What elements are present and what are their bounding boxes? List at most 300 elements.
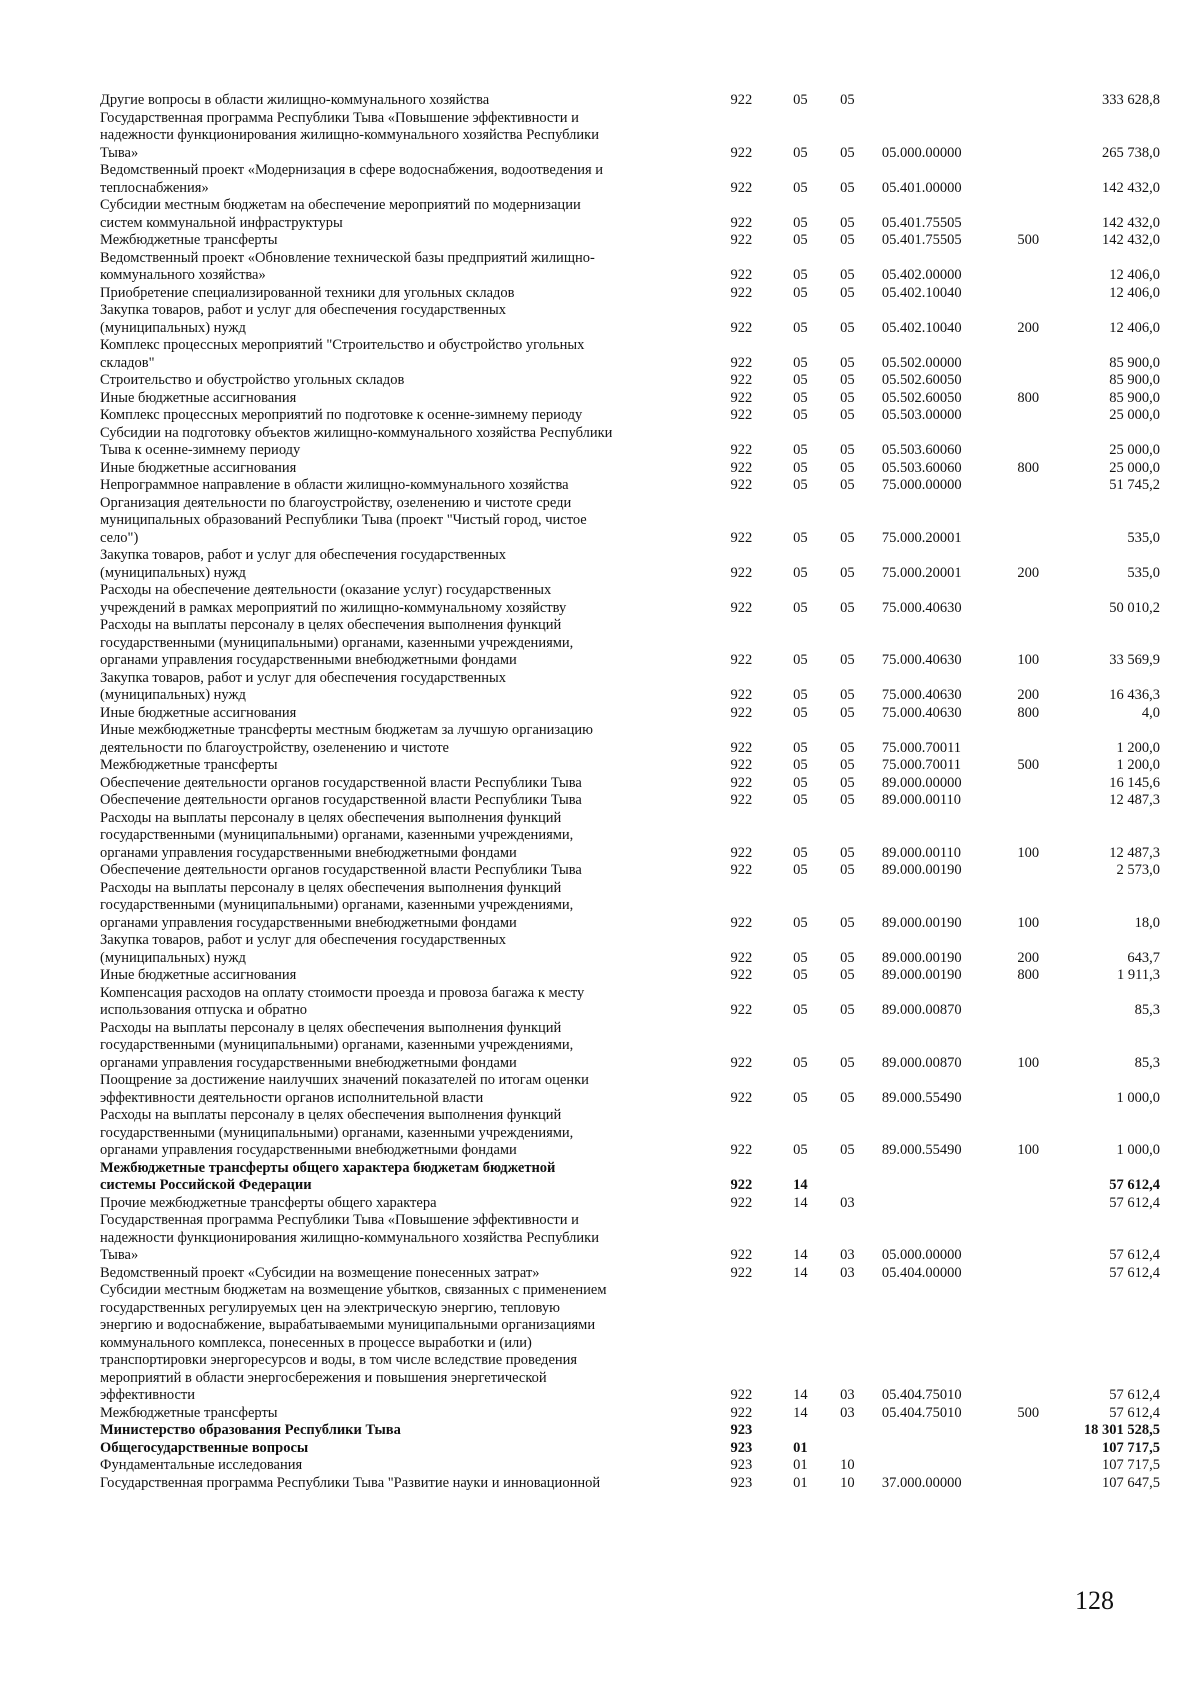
subsection-code: 05 [840,407,855,423]
admin-code: 922 [730,267,753,283]
row-name: Организация деятельности по благоустройству, озеленению и чистоте среди муниципальных образований Республики Тыва (проект "Чистый город, чистое село") [100,494,587,546]
amount: 12 406,0 [1109,284,1160,301]
section-code: 14 [793,1194,808,1211]
target-article-code: 05.401.00000 [881,179,962,196]
amount: 333 628,8 [1102,92,1160,108]
subsection-code: 05 [840,564,855,581]
table-row [100,460,1160,478]
row-name: Комплекс процессных мероприятий "Строительство и обустройство угольных складов" [100,337,585,371]
amount: 107 647,5 [1102,1474,1160,1491]
table-row [100,582,1160,617]
table-row [100,390,1160,408]
subsection-code: 05 [840,774,855,791]
amount: 142 432,0 [1102,179,1160,196]
amount: 50 010,2 [1109,599,1160,616]
subsection-code: 05 [840,844,855,861]
target-article-code: 05.503.60060 [881,459,962,476]
row-name: Министерство образования Республики Тыва [100,1422,401,1438]
amount: 33 569,9 [1109,652,1160,668]
amount: 1 000,0 [1116,1142,1160,1158]
row-name: Расходы на выплаты персоналу в целях обеспечения выполнения функций государственными (муниципальными) органами, казенными учреждениями, органами управления государственными внебюджетными фондами [100,879,574,931]
table-row [100,250,1160,285]
section-code: 05 [793,599,808,616]
section-code: 05 [793,687,808,703]
target-article-code: 05.401.75505 [881,214,962,231]
subsection-code: 05 [840,319,855,336]
admin-code: 922 [730,599,753,616]
row-name: Межбюджетные трансферты [100,1404,278,1421]
amount: 535,0 [1127,529,1160,546]
admin-code: 922 [730,914,753,931]
admin-code: 922 [730,144,753,161]
subsection-code: 05 [840,214,855,231]
table-row [100,337,1160,372]
table-row [100,285,1160,303]
amount: 142 432,0 [1102,214,1160,231]
admin-code: 922 [730,442,753,458]
admin-code: 922 [730,232,753,248]
section-code: 05 [793,1142,808,1158]
table-row [100,1212,1160,1265]
target-article-code: 05.000.00000 [881,144,962,161]
section-code: 05 [793,564,808,581]
table-row [100,1422,1160,1440]
row-name: Закупка товаров, работ и услуг для обеспечения государственных (муниципальных) нужд [100,302,507,336]
admin-code: 922 [730,319,753,336]
subsection-code: 05 [840,144,855,161]
row-name: Ведомственный проект «Субсидии на возмещение понесенных затрат» [100,1264,540,1281]
admin-code: 923 [730,1439,753,1456]
amount: 535,0 [1127,564,1160,581]
amount: 25 000,0 [1109,459,1160,476]
expense-type-code: 100 [1017,652,1040,668]
expense-type-code: 100 [1017,1054,1040,1071]
table-row [100,302,1160,337]
section-code: 05 [793,739,808,756]
amount: 1 200,0 [1116,757,1160,773]
target-article-code: 75.000.40630 [881,652,962,668]
amount: 12 406,0 [1109,267,1160,283]
amount: 643,7 [1127,949,1160,966]
section-code: 05 [793,179,808,196]
target-article-code: 75.000.40630 [881,687,962,703]
admin-code: 922 [730,757,753,773]
admin-code: 922 [730,284,753,301]
target-article-code: 05.503.00000 [881,407,962,423]
admin-code: 923 [730,1474,753,1491]
admin-code: 922 [730,354,753,371]
row-name: Ведомственный проект «Обновление технической базы предприятий жилищно- коммунального хозяйства» [100,249,595,283]
admin-code: 922 [730,564,753,581]
target-article-code: 37.000.00000 [881,1474,962,1491]
section-code: 05 [793,844,808,861]
amount: 51 745,2 [1109,477,1160,493]
row-name: Межбюджетные трансферты [100,757,278,773]
admin-code: 922 [730,1177,753,1193]
amount: 107 717,5 [1102,1457,1160,1473]
subsection-code: 05 [840,704,855,721]
admin-code: 922 [730,774,753,791]
section-code: 01 [793,1474,808,1491]
section-code: 05 [793,1002,808,1018]
section-code: 05 [793,529,808,546]
table-row [100,862,1160,880]
table-row [100,1475,1160,1493]
row-name: Государственная программа Республики Тыва «Повышение эффективности и надежности функционирования жилищно-коммунального хозяйства Республики Тыва» [100,1212,599,1263]
subsection-code: 05 [840,372,855,388]
subsection-code: 05 [840,92,855,108]
amount: 85 900,0 [1109,372,1160,388]
amount: 2 573,0 [1116,862,1160,878]
section-code: 14 [793,1247,808,1263]
expense-type-code: 100 [1017,1142,1040,1158]
row-name: Иные бюджетные ассигнования [100,389,297,406]
subsection-code: 05 [840,284,855,301]
amount: 25 000,0 [1109,407,1160,423]
subsection-code: 05 [840,757,855,773]
amount: 57 612,4 [1109,1264,1160,1281]
section-code: 05 [793,459,808,476]
target-article-code: 89.000.00190 [881,967,962,983]
row-name: Субсидии на подготовку объектов жилищно-коммунального хозяйства Республики Тыва к осенне-зимнему периоду [100,424,613,458]
expense-type-code: 500 [1017,1404,1040,1421]
subsection-code: 05 [840,442,855,458]
table-row [100,985,1160,1020]
row-name: Расходы на выплаты персоналу в целях обеспечения выполнения функций государственными (муниципальными) органами, казенными учреждениями, органами управления государственными внебюджетными фондами [100,1019,574,1071]
table-row [100,92,1160,110]
target-article-code: 75.000.40630 [881,704,962,721]
target-article-code: 05.404.00000 [881,1264,962,1281]
section-code: 05 [793,232,808,248]
admin-code: 922 [730,862,753,878]
target-article-code: 05.502.00000 [881,354,962,371]
row-name: Расходы на выплаты персоналу в целях обеспечения выполнения функций государственными (муниципальными) органами, казенными учреждениями, органами управления государственными внебюджетными фондами [100,809,574,861]
table-row [100,1107,1160,1160]
section-code: 05 [793,442,808,458]
row-name: Расходы на выплаты персоналу в целях обеспечения выполнения функций государственными (муниципальными) органами, казенными учреждениями, органами управления государственными внебюджетными фондами [100,1107,574,1158]
table-row [100,407,1160,425]
target-article-code: 75.000.40630 [881,599,962,616]
row-name: Закупка товаров, работ и услуг для обеспечения государственных (муниципальных) нужд [100,669,507,703]
amount: 1 911,3 [1117,967,1160,983]
section-code: 05 [793,144,808,161]
admin-code: 923 [730,1457,753,1473]
row-name: Общегосударственные вопросы [100,1439,309,1456]
amount: 25 000,0 [1109,442,1160,458]
row-name: Ведомственный проект «Модернизация в сфере водоснабжения, водоотведения и теплоснабжения» [100,162,604,196]
expense-type-code: 200 [1017,687,1040,703]
row-name: Иные межбюджетные трансферты местным бюджетам за лучшую организацию деятельности по благоустройству, озеленению и чистоте [100,722,593,756]
admin-code: 922 [730,704,753,721]
section-code: 14 [793,1387,808,1403]
expense-type-code: 800 [1017,704,1040,721]
table-row [100,197,1160,232]
admin-code: 923 [730,1422,753,1438]
subsection-code: 03 [840,1387,855,1403]
section-code: 05 [793,1054,808,1071]
amount: 265 738,0 [1102,144,1160,161]
table-row [100,1282,1160,1405]
section-code: 05 [793,792,808,808]
amount: 12 487,3 [1109,844,1160,861]
subsection-code: 05 [840,967,855,983]
row-name: Государственная программа Республики Тыва «Повышение эффективности и надежности функционирования жилищно-коммунального хозяйства Республики Тыва» [100,109,599,161]
amount: 85 900,0 [1109,354,1160,371]
subsection-code: 10 [840,1457,855,1473]
target-article-code: 89.000.00190 [881,949,962,966]
subsection-code: 05 [840,1142,855,1158]
subsection-code: 05 [840,267,855,283]
subsection-code: 05 [840,949,855,966]
table-row [100,617,1160,670]
section-code: 05 [793,1089,808,1106]
subsection-code: 05 [840,1002,855,1018]
table-row [100,1457,1160,1475]
amount: 18 301 528,5 [1083,1422,1160,1438]
expense-type-code: 200 [1017,564,1040,581]
section-code: 05 [793,389,808,406]
target-article-code: 89.000.00190 [881,862,962,878]
row-name: Расходы на обеспечение деятельности (оказание услуг) государственных учреждений в рамках мероприятий по жилищно-коммунальному хозяйству [100,582,567,616]
row-name: Иные бюджетные ассигнования [100,967,297,983]
subsection-code: 03 [840,1247,855,1263]
table-row [100,1020,1160,1073]
admin-code: 922 [730,477,753,493]
target-article-code: 89.000.55490 [881,1089,962,1106]
section-code: 05 [793,967,808,983]
row-name: Другие вопросы в области жилищно-коммунального хозяйства [100,92,490,108]
admin-code: 922 [730,92,753,108]
admin-code: 922 [730,792,753,808]
row-name: Межбюджетные трансферты общего характера бюджетам бюджетной системы Российской Федерации [100,1159,556,1193]
section-code: 05 [793,862,808,878]
expense-type-code: 100 [1017,844,1040,861]
expense-type-code: 500 [1017,757,1040,773]
row-name: Непрограммное направление в области жилищно-коммунального хозяйства [100,477,569,493]
admin-code: 922 [730,389,753,406]
target-article-code: 05.503.60060 [881,442,962,458]
subsection-code: 03 [840,1264,855,1281]
subsection-code: 05 [840,862,855,878]
table-row [100,1440,1160,1458]
subsection-code: 05 [840,739,855,756]
admin-code: 922 [730,652,753,668]
amount: 57 612,4 [1109,1177,1160,1193]
expense-type-code: 800 [1017,967,1040,983]
target-article-code: 89.000.55490 [881,1142,962,1158]
target-article-code: 05.402.00000 [881,267,962,283]
subsection-code: 05 [840,529,855,546]
table-row [100,162,1160,197]
subsection-code: 10 [840,1474,855,1491]
admin-code: 922 [730,967,753,983]
table-row [100,372,1160,390]
subsection-code: 05 [840,652,855,668]
expense-type-code: 100 [1017,914,1040,931]
target-article-code: 89.000.00110 [881,792,962,808]
section-code: 05 [793,774,808,791]
table-row [100,1405,1160,1423]
subsection-code: 05 [840,179,855,196]
target-article-code: 05.502.60050 [881,389,962,406]
section-code: 05 [793,477,808,493]
section-code: 05 [793,949,808,966]
amount: 107 717,5 [1102,1439,1160,1456]
row-name: Прочие межбюджетные трансферты общего характера [100,1194,437,1211]
section-code: 14 [793,1404,808,1421]
row-name: Обеспечение деятельности органов государственной власти Республики Тыва [100,862,582,878]
subsection-code: 05 [840,389,855,406]
admin-code: 922 [730,1194,753,1211]
amount: 4,0 [1141,704,1160,721]
table-row [100,425,1160,460]
table-row [100,705,1160,723]
admin-code: 922 [730,687,753,703]
subsection-code: 05 [840,459,855,476]
amount: 85 900,0 [1109,389,1160,406]
target-article-code: 89.000.00870 [881,1002,962,1018]
amount: 142 432,0 [1102,232,1160,248]
subsection-code: 05 [840,354,855,371]
section-code: 05 [793,284,808,301]
admin-code: 922 [730,372,753,388]
amount: 57 612,4 [1109,1387,1160,1403]
table-row [100,495,1160,548]
target-article-code: 05.404.75010 [881,1404,962,1421]
target-article-code: 05.000.00000 [881,1247,962,1263]
row-name: Фундаментальные исследования [100,1457,303,1473]
expense-type-code: 800 [1017,389,1040,406]
section-code: 05 [793,319,808,336]
table-row [100,1265,1160,1283]
table-row [100,775,1160,793]
amount: 1 200,0 [1116,739,1160,756]
target-article-code: 75.000.00000 [881,477,962,493]
row-name: Субсидии местным бюджетам на обеспечение мероприятий по модернизации систем коммунальной инфраструктуры [100,197,581,231]
row-name: Расходы на выплаты персоналу в целях обеспечения выполнения функций государственными (муниципальными) органами, казенными учреждениями, органами управления государственными внебюджетными фондами [100,617,574,668]
section-code: 05 [793,704,808,721]
section-code: 05 [793,92,808,108]
section-code: 05 [793,407,808,423]
target-article-code: 05.402.10040 [881,319,962,336]
admin-code: 922 [730,739,753,756]
amount: 18,0 [1134,914,1160,931]
expense-type-code: 200 [1017,949,1040,966]
target-article-code: 05.404.75010 [881,1387,962,1403]
admin-code: 922 [730,844,753,861]
admin-code: 922 [730,1264,753,1281]
section-code: 05 [793,757,808,773]
expense-type-code: 500 [1017,232,1040,248]
expense-type-code: 200 [1017,319,1040,336]
admin-code: 922 [730,1404,753,1421]
table-row [100,110,1160,163]
target-article-code: 75.000.20001 [881,529,962,546]
subsection-code: 05 [840,232,855,248]
admin-code: 922 [730,1142,753,1158]
admin-code: 922 [730,949,753,966]
amount: 12 487,3 [1109,792,1160,808]
section-code: 05 [793,652,808,668]
section-code: 14 [793,1177,808,1193]
table-row [100,1195,1160,1213]
section-code: 05 [793,914,808,931]
target-article-code: 05.502.60050 [881,372,962,388]
row-name: Приобретение специализированной техники для угольных складов [100,284,515,301]
section-code: 14 [793,1264,808,1281]
row-name: Государственная программа Республики Тыва "Развитие науки и инновационной [100,1474,601,1491]
admin-code: 922 [730,1002,753,1018]
row-name: Строительство и обустройство угольных складов [100,372,405,388]
row-name: Обеспечение деятельности органов государственной власти Республики Тыва [100,792,582,808]
row-name: Иные бюджетные ассигнования [100,704,297,721]
target-article-code: 89.000.00110 [881,844,962,861]
table-row [100,722,1160,757]
amount: 85,3 [1134,1002,1160,1018]
admin-code: 922 [730,1387,753,1403]
target-article-code: 75.000.70011 [881,739,962,756]
admin-code: 922 [730,1247,753,1263]
table-row [100,1160,1160,1195]
amount: 1 000,0 [1116,1089,1160,1106]
target-article-code: 05.401.75505 [881,232,962,248]
section-code: 05 [793,372,808,388]
subsection-code: 03 [840,1194,855,1211]
budget-table [100,92,1160,1492]
section-code: 05 [793,354,808,371]
amount: 57 612,4 [1109,1194,1160,1211]
subsection-code: 05 [840,914,855,931]
target-article-code: 75.000.20001 [881,564,962,581]
subsection-code: 05 [840,477,855,493]
row-name: Компенсация расходов на оплату стоимости проезда и провоза багажа к месту использования отпуска и обратно [100,984,585,1018]
admin-code: 922 [730,529,753,546]
section-code: 05 [793,214,808,231]
admin-code: 922 [730,407,753,423]
admin-code: 922 [730,1089,753,1106]
subsection-code: 03 [840,1404,855,1421]
admin-code: 922 [730,179,753,196]
amount: 16 436,3 [1109,687,1160,703]
expense-type-code: 800 [1017,459,1040,476]
row-name: Межбюджетные трансферты [100,232,278,248]
table-row [100,757,1160,775]
target-article-code: 89.000.00000 [881,774,962,791]
table-row [100,880,1160,933]
table-row [100,810,1160,863]
admin-code: 922 [730,459,753,476]
table-row [100,477,1160,495]
row-name: Обеспечение деятельности органов государственной власти Республики Тыва [100,774,582,791]
row-name: Закупка товаров, работ и услуг для обеспечения государственных (муниципальных) нужд [100,932,507,966]
amount: 16 145,6 [1109,774,1160,791]
amount: 57 612,4 [1109,1404,1160,1421]
section-code: 01 [793,1457,808,1473]
target-article-code: 05.402.10040 [881,284,962,301]
page-number: 128 [1075,1586,1114,1615]
subsection-code: 05 [840,792,855,808]
subsection-code: 05 [840,687,855,703]
admin-code: 922 [730,1054,753,1071]
admin-code: 922 [730,214,753,231]
table-row [100,792,1160,810]
table-row [100,670,1160,705]
row-name: Субсидии местным бюджетам на возмещение убытков, связанных с применением государственных регулируемых цен на электрическую энергию, тепловую энергию и водоснабжение, вырабатываемыми муниципальными организациями коммунального комплекса, понесенных в процессе выработки и (или) транспортировки энергоресурсов и воды, в том числе вследствие проведения мероприятий в области энергосбережения и повышения энергетической эффективности [100,1282,607,1403]
section-code: 05 [793,267,808,283]
table-row [100,547,1160,582]
table-row [100,1072,1160,1107]
table-row [100,232,1160,250]
